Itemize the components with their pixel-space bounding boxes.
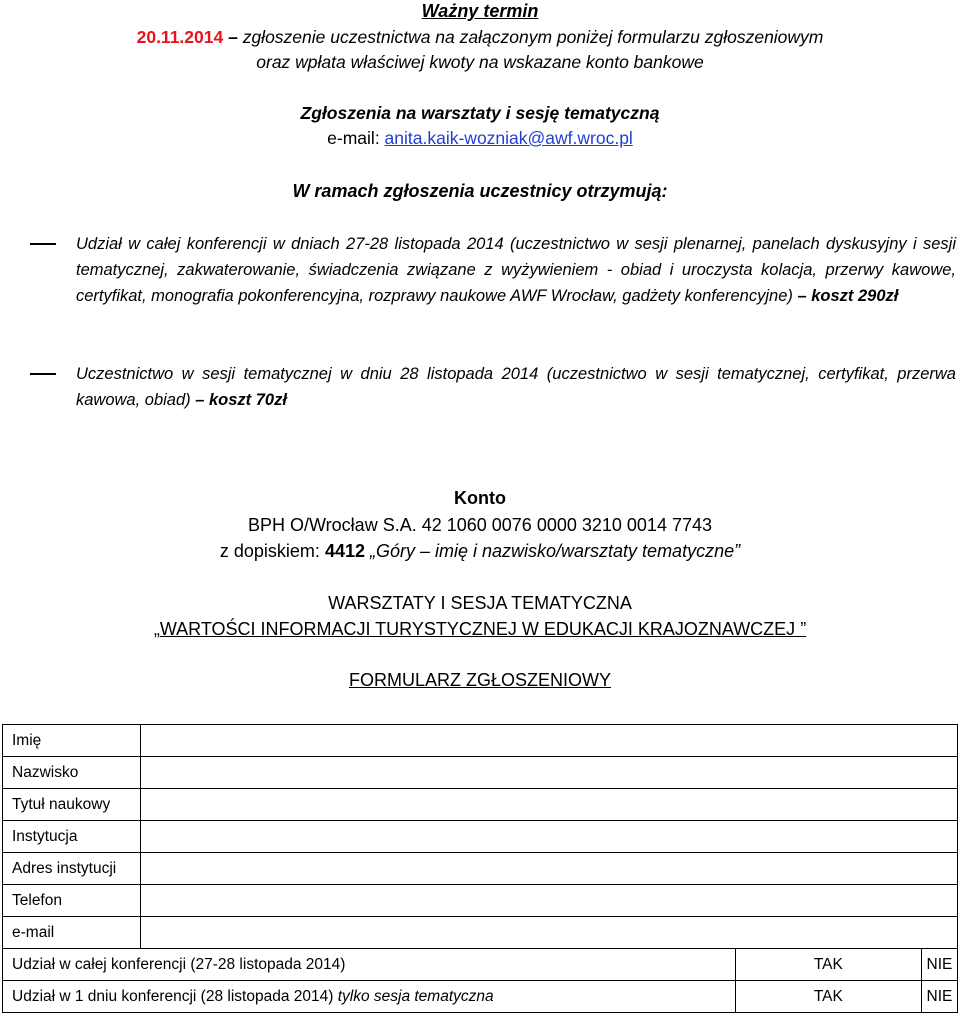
choice-label-session-prefix: Udział w 1 dniu konferencji (28 listopada 2014) xyxy=(12,987,338,1005)
choice-label-session xyxy=(3,981,736,1013)
deadline-line xyxy=(0,27,960,48)
form-row xyxy=(3,725,958,757)
applications-title xyxy=(0,103,960,124)
workshop-subtitle-text: WARTOŚCI INFORMACJI TURYSTYCZNEJ W EDUKACJI KRAJOZNAWCZEJ xyxy=(159,619,796,639)
choice-yes-full[interactable]: TAK xyxy=(735,949,921,981)
phone-field[interactable] xyxy=(141,885,958,917)
form-row xyxy=(3,821,958,853)
registration-form xyxy=(2,724,958,1013)
account-note-prefix: z dopiskiem: xyxy=(219,541,325,561)
form-row xyxy=(3,885,958,917)
account-title: Konto xyxy=(454,488,506,508)
account-note-code: 4412 xyxy=(324,541,365,561)
field-label-last-name: Nazwisko xyxy=(3,757,141,789)
form-row xyxy=(3,917,958,949)
email-field[interactable] xyxy=(141,917,958,949)
benefits-title xyxy=(0,181,960,202)
field-label-address: Adres instytucji xyxy=(3,853,141,885)
option-full-conference xyxy=(76,231,956,309)
deadline-line-2 xyxy=(0,52,960,73)
field-label-institution: Instytucja xyxy=(3,821,141,853)
account-note-rest: „Góry – imię i nazwisko/warsztaty tematyczne” xyxy=(364,541,741,561)
form-row xyxy=(3,789,958,821)
option-session-cost: – koszt 70zł xyxy=(195,391,287,409)
choice-row-full xyxy=(3,949,958,981)
workshop-title: WARSZTATY I SESJA TEMATYCZNA xyxy=(328,593,632,613)
choice-no-session[interactable]: NIE xyxy=(921,981,957,1013)
institution-address-field[interactable] xyxy=(141,853,958,885)
choice-label-session-italic: tylko sesja tematyczna xyxy=(337,987,494,1005)
deadline-dash: – xyxy=(223,27,243,47)
account-number: BPH O/Wrocław S.A. 42 1060 0076 0000 3210 0014 7743 xyxy=(248,515,712,535)
email-line xyxy=(0,128,960,149)
field-label-phone: Telefon xyxy=(3,885,141,917)
option-session xyxy=(76,361,956,413)
deadline-text: zgłoszenie uczestnictwa na załączonym poniżej formularzu zgłoszeniowym xyxy=(242,27,824,47)
deadline-heading xyxy=(0,1,960,22)
quote-open: „ xyxy=(153,619,160,639)
choice-row-session xyxy=(3,981,958,1013)
first-name-field[interactable] xyxy=(141,725,958,757)
academic-title-field[interactable] xyxy=(141,789,958,821)
account-note xyxy=(0,541,960,562)
dash-bullet-icon xyxy=(30,373,56,375)
institution-field[interactable] xyxy=(141,821,958,853)
benefits-title-text: W ramach zgłoszenia uczestnicy otrzymują: xyxy=(292,181,668,201)
option-full-cost: – koszt 290zł xyxy=(797,287,899,305)
option-full-text: Udział w całej konferencji w dniach 27-28 listopada 2014 (uczestnictwo w sesji plenarnej, panelach dyskusyjny i sesji tematycznej, zakwaterowanie, świadczenia związane z wyżywieniem - obiad i uroczysta kolacja, przerwy kawowe, certyfikat, monografia pokonferencyjna, rozprawy naukowe AWF Wrocław, gadżety konferencyjne) xyxy=(76,235,956,305)
field-label-first-name: Imię xyxy=(3,725,141,757)
field-label-title: Tytuł naukowy xyxy=(3,789,141,821)
deadline-date: 20.11.2014 xyxy=(136,27,224,47)
applications-title-text: Zgłoszenia na warsztaty i sesję tematyczną xyxy=(300,103,660,123)
quote-close: ” xyxy=(795,619,807,639)
option-session-text: Uczestnictwo w sesji tematycznej w dniu 28 listopada 2014 (uczestnictwo w sesji tematycznej, certyfikat, przerwa kawowa, obiad) xyxy=(76,365,956,409)
choice-label-full: Udział w całej konferencji (27-28 listopada 2014) xyxy=(3,949,736,981)
email-label: e-mail: xyxy=(327,128,385,148)
workshop-subtitle xyxy=(0,619,960,640)
deadline-text-2: oraz wpłata właściwej kwoty na wskazane konto bankowe xyxy=(256,52,704,72)
choice-yes-session[interactable]: TAK xyxy=(735,981,921,1013)
dash-bullet-icon xyxy=(30,243,56,245)
form-row xyxy=(3,853,958,885)
form-title: FORMULARZ ZGŁOSZENIOWY xyxy=(348,670,611,690)
choice-no-full[interactable]: NIE xyxy=(921,949,957,981)
email-link[interactable]: anita.kaik-wozniak@awf.wroc.pl xyxy=(384,128,633,148)
field-label-email: e-mail xyxy=(3,917,141,949)
form-row xyxy=(3,757,958,789)
deadline-title: Ważny termin xyxy=(421,1,539,21)
last-name-field[interactable] xyxy=(141,757,958,789)
